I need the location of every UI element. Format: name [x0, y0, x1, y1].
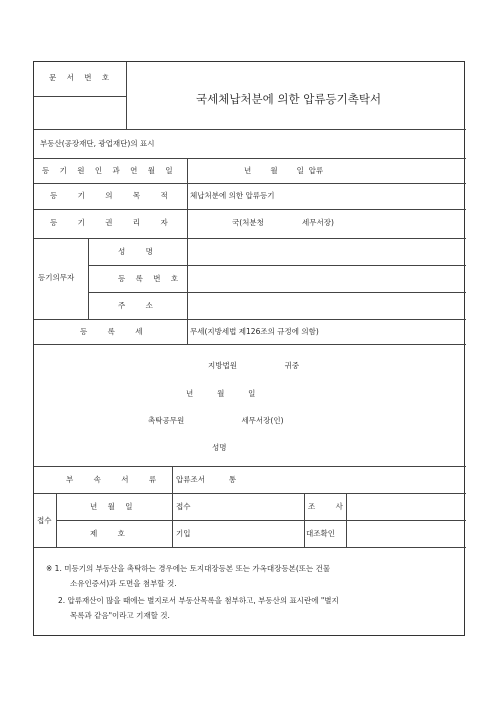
purpose-label: 등 기 의 목 적: [50, 191, 177, 200]
inspect-label: 조 사: [308, 502, 352, 511]
verify-label: 대조확인: [306, 529, 335, 538]
divider: [34, 96, 126, 97]
form-title: 국세체납처분에 의한 압류등기촉탁서: [196, 92, 382, 106]
date-line: 년 월 일: [186, 389, 256, 398]
right-holder-label: 등 기 권 리 자: [50, 218, 177, 227]
divider: [34, 344, 466, 345]
attachments-label: 부 속 서 류: [66, 475, 166, 484]
commission-form: [33, 61, 465, 636]
right-holder-value: 국(처분청 세무서장): [232, 218, 334, 227]
ymd-label: 년 월 일: [90, 502, 137, 511]
divider: [88, 292, 466, 293]
divider: [187, 158, 188, 319]
divider: [34, 183, 466, 184]
divider: [34, 466, 466, 467]
divider: [56, 520, 466, 521]
divider: [187, 319, 188, 344]
doc-no-label: 문 서 번 호: [49, 73, 114, 82]
number-label: 제 호: [90, 529, 134, 538]
address-label: 주 소: [118, 301, 162, 310]
divider: [56, 493, 57, 547]
court-line: 지방법원 귀중: [208, 361, 300, 370]
reg-tax-value: 무세(지방세법 제126조의 규정에 의함): [190, 327, 319, 336]
property-display-label: 부동산(공장재단, 광업재단)의 표시: [40, 139, 155, 148]
divider: [172, 493, 173, 547]
official-line: 촉탁공무원 세무서장(인): [148, 416, 284, 425]
divider: [88, 265, 466, 266]
note-line: 목록과 같음"이라고 기재할 것.: [70, 611, 170, 620]
note-line: 소유인증서)과 도면을 첨부할 것.: [70, 579, 177, 588]
note-line: 2. 압류재산이 많을 때에는 별지로서 부동산목록을 첨부하고, 부동산의 표시란에 "별지: [58, 596, 339, 605]
note-line: ※ 1. 미등기의 부동산을 촉탁하는 경우에는 토지대장등본 또는 가옥대장등본(또는 건물: [46, 564, 331, 573]
divider: [172, 466, 173, 493]
divider: [34, 129, 466, 130]
divider: [34, 319, 466, 320]
purpose-value: 체납처분에 의한 압류등기: [190, 191, 275, 200]
divider: [34, 238, 466, 239]
divider: [34, 209, 466, 210]
divider: [88, 238, 89, 319]
divider: [304, 493, 305, 547]
reg-no-label: 등 록 번 호: [118, 274, 183, 283]
receipt-label: 접수: [37, 516, 52, 525]
cause-date-value: 년 월 일 압류: [244, 166, 324, 175]
cause-date-label: 등 기 원 인 과 연 월 일: [42, 166, 177, 175]
name-label: 성 명: [118, 247, 162, 256]
receipt-cell-label: 접수: [176, 502, 191, 511]
divider: [34, 547, 466, 548]
divider: [126, 62, 127, 129]
attachments-value: 압류조서 통: [176, 475, 237, 484]
divider: [34, 158, 466, 159]
signature-line: 성명: [212, 443, 227, 452]
entry-label: 기입: [176, 529, 191, 538]
reg-tax-label: 등 록 세: [80, 327, 152, 336]
divider: [34, 493, 466, 494]
obligor-label: 등기의무자: [38, 273, 75, 282]
